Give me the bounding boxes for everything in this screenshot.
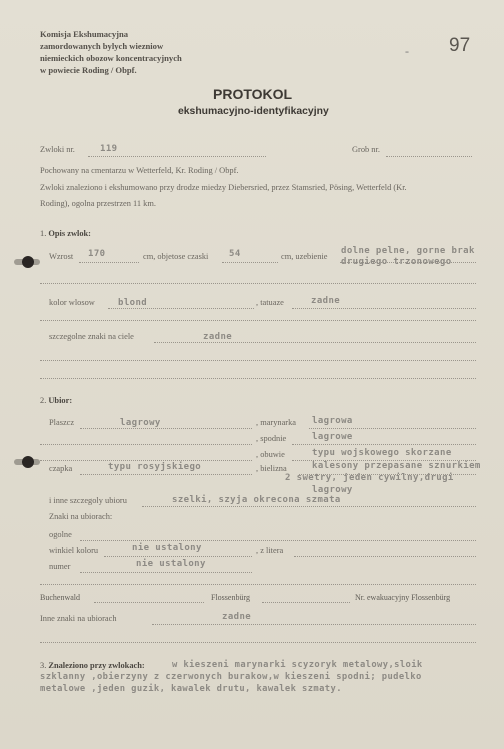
uzebienie-value-2: drugiego trzonowego <box>341 257 452 267</box>
tatuaze-label: , tatuaze <box>256 298 284 307</box>
plaszcz-label: Plaszcz <box>49 418 75 427</box>
inne-znaki-label: Inne znaki na ubiorach <box>40 614 117 623</box>
section-1-number: 1. <box>40 229 47 238</box>
marynarka-label: , marynarka <box>256 418 296 427</box>
burial-text: Pochowany na cmentarzu w Wetterfeld, Kr. Roding / Obpf. <box>40 166 239 175</box>
page-number: 97 <box>449 35 471 56</box>
winkiel-value: nie ustalony <box>132 543 202 553</box>
org-line-2: zamordowanych bylych wiezniow <box>40 41 164 51</box>
section-1-heading <box>40 229 91 238</box>
section-3-heading <box>40 661 145 670</box>
grob-label: Grob nr. <box>352 145 380 154</box>
section-3-title: Znaleziono przy zwlokach: <box>48 661 145 670</box>
kolor-label: kolor wlosow <box>49 298 95 307</box>
punch-hole-1 <box>22 256 34 268</box>
czapka-value: typu rosyjskiego <box>108 462 202 472</box>
document-subtitle: ekshumacyjno-identyfikacyjny <box>178 106 329 117</box>
plaszcz-value: lagrowy <box>120 418 161 428</box>
ogolne-label: ogolne <box>49 530 72 539</box>
wzrost-value: 170 <box>88 249 106 259</box>
obuwie-label: , obuwie <box>256 450 285 459</box>
bielizna-value-3: lagrowy <box>312 485 353 495</box>
inne-znaki-value: zadne <box>222 612 252 622</box>
znaki-value: zadne <box>203 332 233 342</box>
spodnie-value: lagrowe <box>312 432 353 442</box>
uzebienie-value-1: dolne pelne, gorne brak <box>341 246 475 256</box>
section-3-number: 3. <box>40 661 47 670</box>
section-1-title: Opis zwlok: <box>48 229 91 238</box>
znaki-label: szczegolne znaki na ciele <box>49 332 134 341</box>
obuwie-value: typu wojskowego skorzane <box>312 448 452 458</box>
czaska-value: 54 <box>229 249 241 259</box>
wzrost-unit: cm, objetose czaski <box>143 252 209 261</box>
wzrost-label: Wzrost <box>49 252 74 261</box>
zwloki-label: Zwloki nr. <box>40 145 75 154</box>
found-text-2: Roding), ogolna przestrzen 11 km. <box>40 199 156 208</box>
page-mark: - <box>405 44 409 58</box>
punch-hole-2 <box>22 456 34 468</box>
found-items-line-2: szklanny ,obierzyny z czerwonych burakow,w kieszeni spodni; pudelko <box>40 672 422 682</box>
czaska-unit: cm, uzebienie <box>281 252 328 261</box>
zwloki-value: 119 <box>100 144 118 154</box>
org-line-3: niemieckich obozow koncentracyjnych <box>40 53 182 63</box>
czapka-label: czapka <box>49 464 73 473</box>
found-items-line-3: metalowe ,jeden guzik, kawalek drutu, kawalek szmaty. <box>40 684 342 694</box>
numer-value: nie ustalony <box>136 559 206 569</box>
winkiel-label: winkiel koloru <box>49 546 99 555</box>
litera-label: , z litera <box>256 546 284 555</box>
numer-label: numer <box>49 562 71 571</box>
camp-flossenburg: Flossenbürg <box>211 593 250 602</box>
org-line-4: w powiecie Roding / Obpf. <box>40 65 137 75</box>
spodnie-label: , spodnie <box>256 434 287 443</box>
bielizna-label: , bielizna <box>256 464 287 473</box>
section-2-number: 2. <box>40 396 47 405</box>
camp-ewakuacyjny: Nr. ewakuacyjny Flossenbürg <box>355 593 451 602</box>
org-line-1: Komisja Ekshumacyjna <box>40 29 129 39</box>
bielizna-value-1: kalesony przepasane sznurkiem <box>312 461 481 471</box>
kolor-value: blond <box>118 298 148 308</box>
document-title: PROTOKOL <box>213 86 293 102</box>
section-2-heading <box>40 396 72 405</box>
tatuaze-value: zadne <box>311 296 341 306</box>
inne-szczegoly-label: i inne szczegoly ubioru <box>49 496 127 505</box>
found-text-1: Zwloki znaleziono i ekshumowano przy drodze miedzy Diebersried, przez Stamsried, Pösing, Wetterfeld (Kr. <box>40 183 407 192</box>
inne-szczegoly-value: szelki, szyja okrecona szmata <box>172 495 341 505</box>
camp-buchenwald: Buchenwald <box>40 593 80 602</box>
marynarka-value: lagrowa <box>312 416 353 426</box>
znaki-ubiorach-label: Znaki na ubiorach: <box>49 512 113 521</box>
section-2-title: Ubior: <box>48 396 73 405</box>
found-items-line-1: w kieszeni marynarki scyzoryk metalowy,sloik <box>172 660 423 670</box>
bielizna-value-2: 2 swetry, jeden cywilny,drugi <box>285 473 454 483</box>
